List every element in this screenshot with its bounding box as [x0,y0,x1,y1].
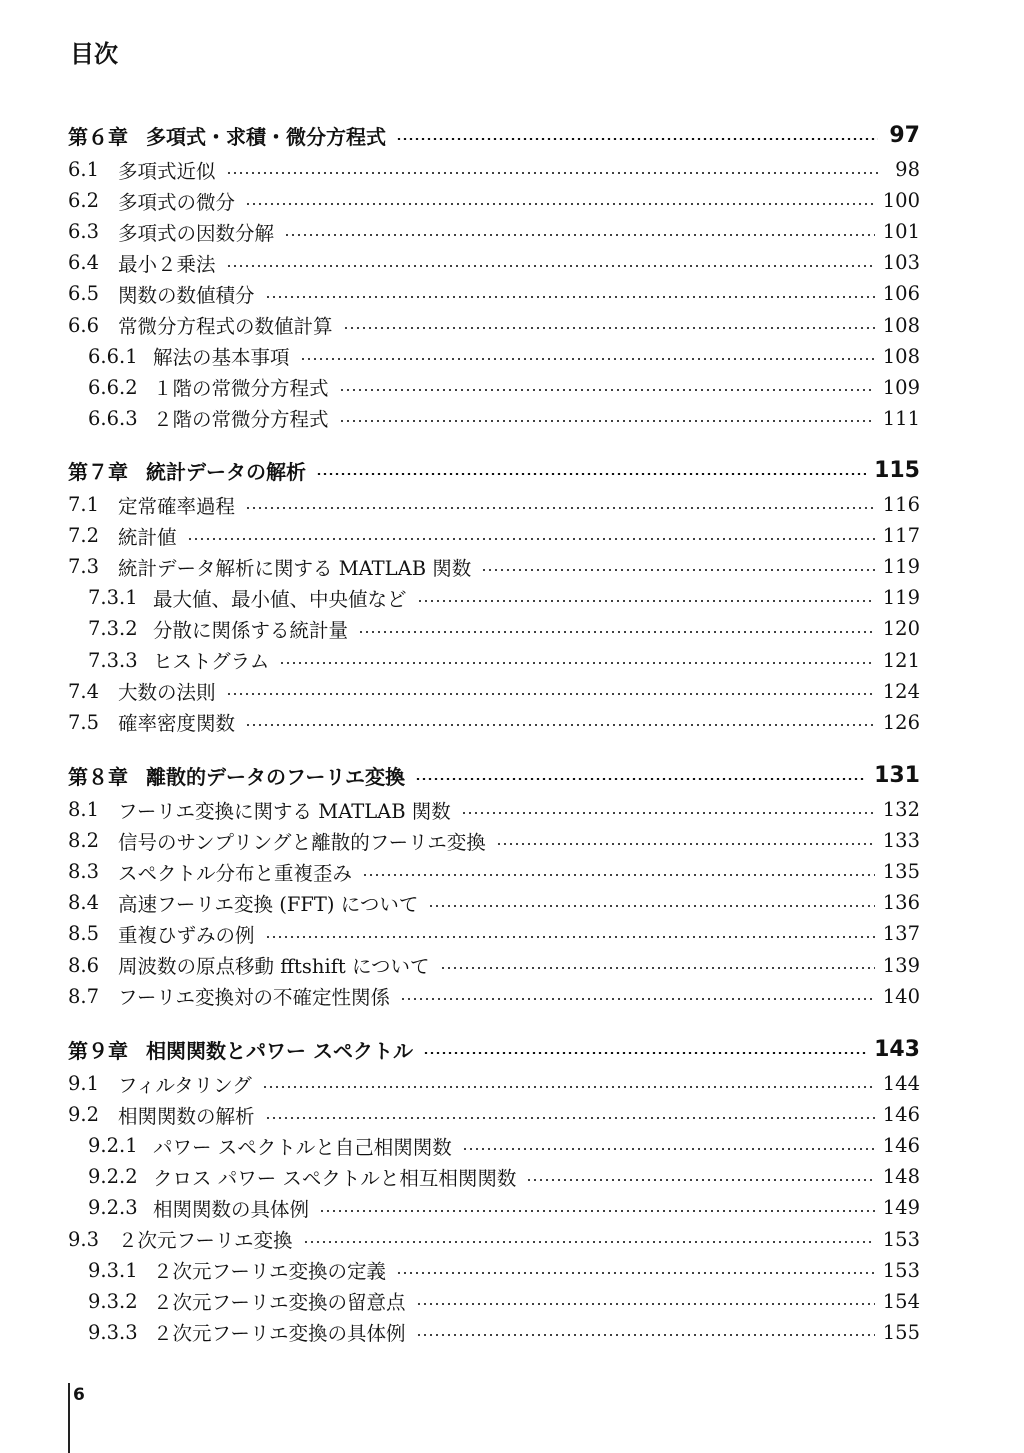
section-title: 常微分方程式の数値計算 [118,315,333,338]
section-page: 100 [882,189,920,213]
toc-subsection-row[interactable] [88,372,920,403]
section-title: 統計値 [118,525,177,549]
section-number: 9.3.3 [88,1320,138,1344]
dot-leader [279,662,874,664]
section-title: 最小２乗法 [118,252,216,276]
section-page: 101 [882,220,920,244]
section-number: 6.2 [68,189,100,213]
section-page: 132 [882,798,920,821]
section-title: １階の常微分方程式 [153,377,329,401]
section-title: 高速フーリエ変換 (FFT) について [118,892,419,916]
toc-section-row[interactable] [68,707,920,738]
toc-subsection-row[interactable] [88,341,920,372]
section-title: クロス パワー スペクトルと相互相関関数 [153,1166,517,1190]
section-page: 153 [882,1258,920,1282]
section-number: 6.6 [68,313,100,337]
dot-leader [284,234,875,236]
dot-leader [245,507,875,509]
section-title: 大数の法則 [118,681,216,705]
section-page: 146 [882,1134,920,1158]
section-number: 7.3.3 [88,648,138,672]
section-page: 108 [882,313,920,337]
dot-leader [416,1303,875,1305]
dot-leader [496,843,875,845]
dot-leader [265,1117,875,1119]
toc-subsection-row[interactable] [88,645,920,676]
section-title: 解法の基本事項 [153,346,290,370]
section-title: 定常確率過程 [118,494,236,518]
section-number: 7.4 [68,679,100,703]
dot-leader [423,1052,866,1054]
section-title: 多項式近似 [118,159,216,183]
toc-section-row[interactable] [68,310,920,341]
section-number: 7.3.1 [88,586,138,610]
toc-subsection-row[interactable] [88,1286,920,1317]
section-number: 8.5 [68,922,100,946]
section-page: 135 [882,860,920,884]
dot-leader [396,138,878,140]
section-number: 8.2 [68,829,100,853]
section-page: 103 [882,251,920,275]
section-number: 7.3.2 [88,617,138,641]
section-number: 6.3 [68,220,100,244]
section-page: 109 [882,375,920,399]
section-number: 8.4 [68,891,100,915]
section-number: 9.2.1 [88,1134,138,1158]
section-title: 多項式の微分 [118,190,236,214]
section-number: 9.2.3 [88,1196,138,1220]
section-page: 124 [882,679,920,703]
section-number: 6.4 [68,251,100,275]
section-title: フーリエ変換対の不確定性関係 [118,986,391,1010]
section-page: 148 [882,1165,920,1189]
dot-leader [358,631,875,633]
toc-subsection-row[interactable] [88,1255,920,1286]
section-number: 8.3 [68,860,100,884]
section-page: 98 [895,158,920,181]
toc-section-row[interactable] [68,489,920,520]
section-number: 8.1 [68,798,100,821]
section-number: 7.5 [68,710,100,734]
section-number: 7.2 [68,524,100,548]
section-title: 確率密度関数 [118,712,236,736]
section-number: 6.6.3 [88,406,138,430]
section-page: 155 [882,1320,920,1344]
chapter-page: 143 [874,1037,920,1062]
section-number: 9.3.1 [88,1258,138,1282]
chapter-title: 統計データの解析 [146,460,306,484]
section-number: 9.3.2 [88,1289,138,1313]
dot-leader [265,936,875,938]
toc-section-row[interactable] [68,551,920,582]
section-page: 140 [882,984,920,1008]
section-title: 関数の数値積分 [118,283,255,307]
toc-section-row[interactable] [68,247,920,278]
section-page: 119 [882,555,920,579]
section-page: 146 [882,1103,920,1127]
dot-leader [400,998,875,1000]
toc-chapter-row[interactable] [68,760,920,791]
section-page: 126 [882,710,920,734]
section-title: ２次元フーリエ変換の留意点 [153,1291,406,1315]
section-title: ２次元フーリエ変換 [118,1229,293,1252]
dot-leader [416,1334,875,1336]
section-number: 6.5 [68,282,100,306]
toc-chapter-row[interactable] [68,1034,920,1065]
dot-leader [526,1179,874,1181]
section-page: 149 [882,1196,920,1220]
section-title: 最大値、最小値、中央値など [153,587,407,611]
section-title: 統計データ解析に関する MATLAB 関数 [118,556,472,580]
section-title: 相関関数の解析 [118,1104,255,1128]
toc-section-row[interactable] [68,950,920,981]
page-number: 6 [73,1385,85,1405]
section-page: 144 [882,1072,920,1095]
dot-leader [245,724,875,726]
section-title: ２階の常微分方程式 [153,408,329,432]
chapter-number: 第６章 [68,125,128,149]
dot-leader [396,1272,875,1274]
dot-leader [440,967,875,969]
toc-subsection-row[interactable] [88,403,920,434]
section-title: 多項式の因数分解 [118,221,275,245]
dot-leader [362,874,875,876]
dot-leader [339,420,875,422]
dot-leader [417,600,875,602]
toc-section-row[interactable] [68,1224,920,1255]
section-number: 9.1 [68,1072,100,1095]
page-title: 目次 [70,40,118,68]
dot-leader [343,327,875,329]
section-number: 6.6.2 [88,375,138,399]
chapter-page: 115 [874,458,920,483]
toc-section-row[interactable] [68,794,920,825]
section-page: 133 [882,829,920,853]
chapter-title: 多項式・求積・微分方程式 [146,125,386,149]
section-page: 136 [882,891,920,915]
section-number: 8.7 [68,984,100,1008]
toc-subsection-row[interactable] [88,1161,920,1192]
section-title: ２次元フーリエ変換の具体例 [153,1322,406,1346]
section-page: 139 [882,953,920,977]
section-title: フィルタリング [118,1073,252,1097]
section-page: 119 [882,586,920,610]
dot-leader [300,358,875,360]
toc-section-row[interactable] [68,1099,920,1130]
dot-leader [461,812,875,814]
toc-section-row[interactable] [68,676,920,707]
toc-subsection-row[interactable] [88,1317,920,1348]
toc-section-row[interactable] [68,887,920,918]
toc-section-row[interactable] [68,520,920,551]
chapter-number: 第８章 [68,765,128,789]
dot-leader [265,296,875,298]
section-page: 137 [882,922,920,946]
toc-section-row[interactable] [68,154,920,185]
dot-leader [245,203,875,205]
chapter-title: 相関関数とパワー スペクトル [146,1039,413,1063]
section-number: 7.1 [68,493,100,516]
section-title: 重複ひずみの例 [118,923,255,947]
toc-section-row[interactable] [68,185,920,216]
dot-leader [415,778,866,780]
toc-section-row[interactable] [68,278,920,309]
dot-leader [226,693,875,695]
section-number: 9.2.2 [88,1165,138,1189]
toc-section-row[interactable] [68,825,920,856]
section-title: 信号のサンプリングと離散的フーリエ変換 [118,830,486,854]
toc-subsection-row[interactable] [88,1192,920,1223]
toc-subsection-row[interactable] [88,582,920,613]
section-number: 8.6 [68,953,100,977]
dot-leader [262,1086,875,1088]
section-page: 106 [882,282,920,306]
dot-leader [187,538,875,540]
dot-leader [316,473,866,475]
section-number: 6.1 [68,158,100,181]
section-title: ヒストグラム [153,650,270,673]
toc-section-row[interactable] [68,1068,920,1099]
dot-leader [462,1148,875,1150]
section-page: 108 [882,344,920,368]
section-title: フーリエ変換に関する MATLAB 関数 [118,799,451,823]
section-title: 相関関数の具体例 [153,1197,310,1221]
section-page: 120 [882,617,920,641]
chapter-page: 97 [889,123,920,148]
toc-chapter-row[interactable] [68,455,920,486]
dot-leader [428,905,874,907]
section-title: スペクトル分布と重複歪み [118,861,353,885]
chapter-number: 第９章 [68,1039,128,1063]
toc-subsection-row[interactable] [88,613,920,644]
toc-section-row[interactable] [68,216,920,247]
section-number: 9.3 [68,1227,100,1251]
section-title: パワー スペクトルと自己相関関数 [153,1135,452,1159]
chapter-title: 離散的データのフーリエ変換 [146,765,405,789]
section-page: 153 [882,1227,920,1251]
section-title: 周波数の原点移動 fftshift について [118,955,430,978]
dot-leader [226,172,878,174]
dot-leader [303,1241,875,1243]
section-page: 154 [882,1289,920,1313]
dot-leader [319,1210,875,1212]
toc-section-row[interactable] [68,856,920,887]
section-page: 117 [882,524,920,548]
chapter-number: 第７章 [68,460,128,484]
chapter-page: 131 [874,763,920,788]
toc-section-row[interactable] [68,918,920,949]
toc-chapter-row[interactable] [68,120,920,151]
dot-leader [339,389,875,391]
section-page: 111 [882,406,920,430]
section-number: 6.6.1 [88,344,138,368]
section-page: 116 [882,493,920,516]
dot-leader [226,265,875,267]
section-page: 121 [882,648,920,672]
footer-rule [68,1383,70,1453]
section-title: ２次元フーリエ変換の定義 [153,1260,387,1284]
section-number: 9.2 [68,1103,100,1127]
section-number: 7.3 [68,555,100,579]
toc-section-row[interactable] [68,981,920,1012]
dot-leader [481,569,875,571]
section-title: 分散に関係する統計量 [153,618,349,642]
toc-subsection-row[interactable] [88,1130,920,1161]
